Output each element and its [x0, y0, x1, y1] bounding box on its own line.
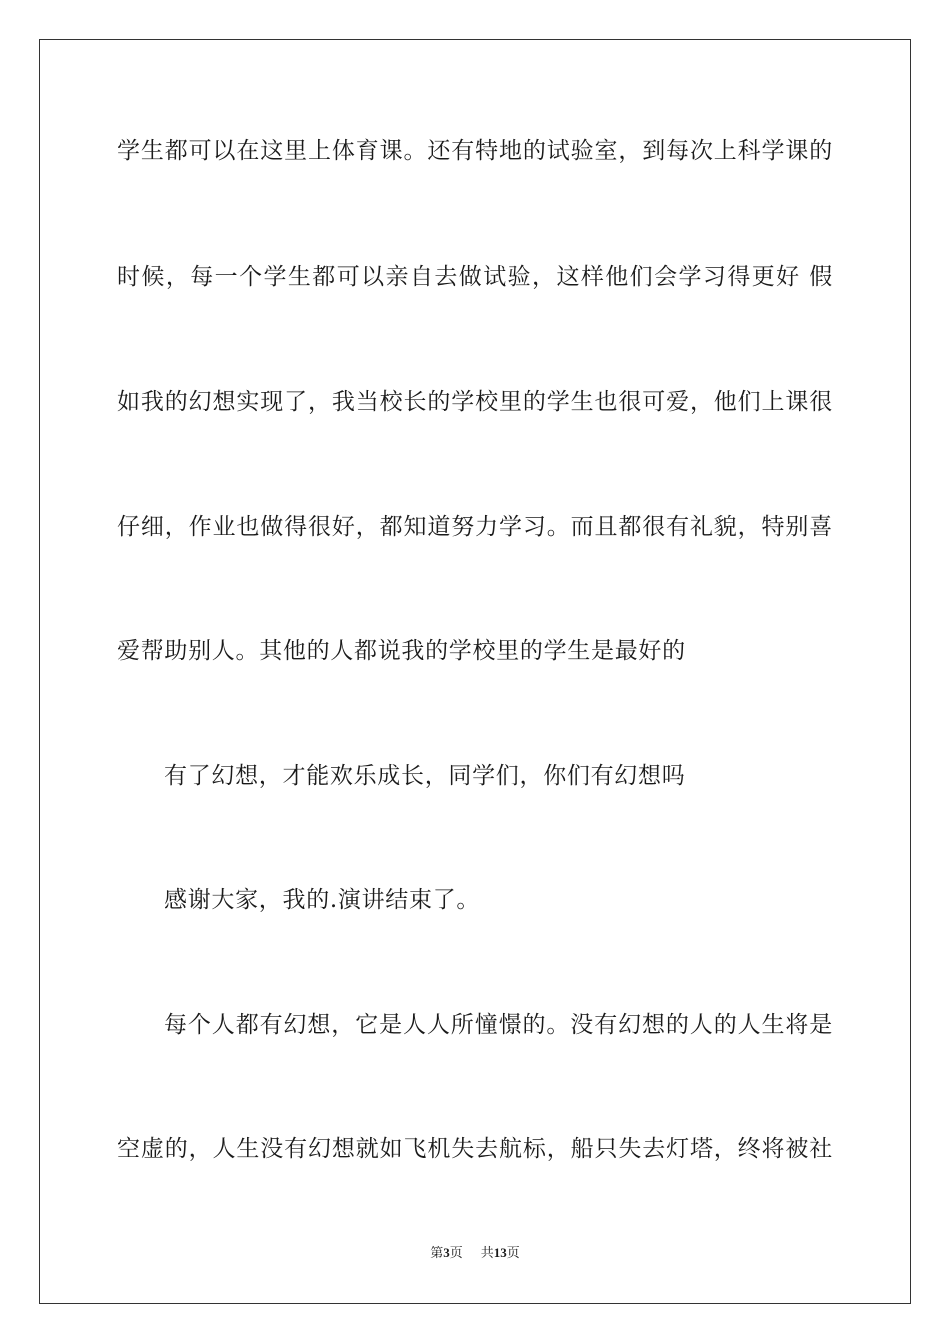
- paragraph-line-8: 每个人都有幻想，它是人人所憧憬的。没有幻想的人的人生将是: [164, 1012, 833, 1038]
- footer-page-current: 3: [443, 1245, 450, 1260]
- footer-total-pages: 13: [493, 1245, 507, 1260]
- footer-total-suffix: 页: [506, 1245, 520, 1260]
- body-line-2: 时候，每一个学生都可以亲自去做试验，这样他们会学习得更好 假: [117, 264, 833, 290]
- paragraph-line-6: 有了幻想，才能欢乐成长，同学们，你们有幻想吗: [164, 763, 686, 789]
- footer-page-suffix: 页: [449, 1245, 463, 1260]
- footer-page-prefix: 第: [430, 1245, 444, 1260]
- page-footer: [0, 1244, 950, 1262]
- page-border: [39, 39, 911, 1304]
- body-line-3: 如我的幻想实现了，我当校长的学校里的学生也很可爱，他们上课很: [117, 389, 833, 415]
- body-line-5: 爱帮助别人。其他的人都说我的学校里的学生是最好的: [117, 638, 686, 664]
- paragraph-line-7: 感谢大家，我的.演讲结束了。: [164, 887, 481, 913]
- body-line-1: 学生都可以在这里上体育课。还有特地的试验室，到每次上科学课的: [117, 138, 833, 164]
- body-line-4: 仔细，作业也做得很好，都知道努力学习。而且都很有礼貌，特别喜: [117, 514, 833, 540]
- footer-total-prefix: 共: [480, 1245, 494, 1260]
- body-line-9: 空虚的，人生没有幻想就如飞机失去航标，船只失去灯塔，终将被社: [117, 1136, 833, 1162]
